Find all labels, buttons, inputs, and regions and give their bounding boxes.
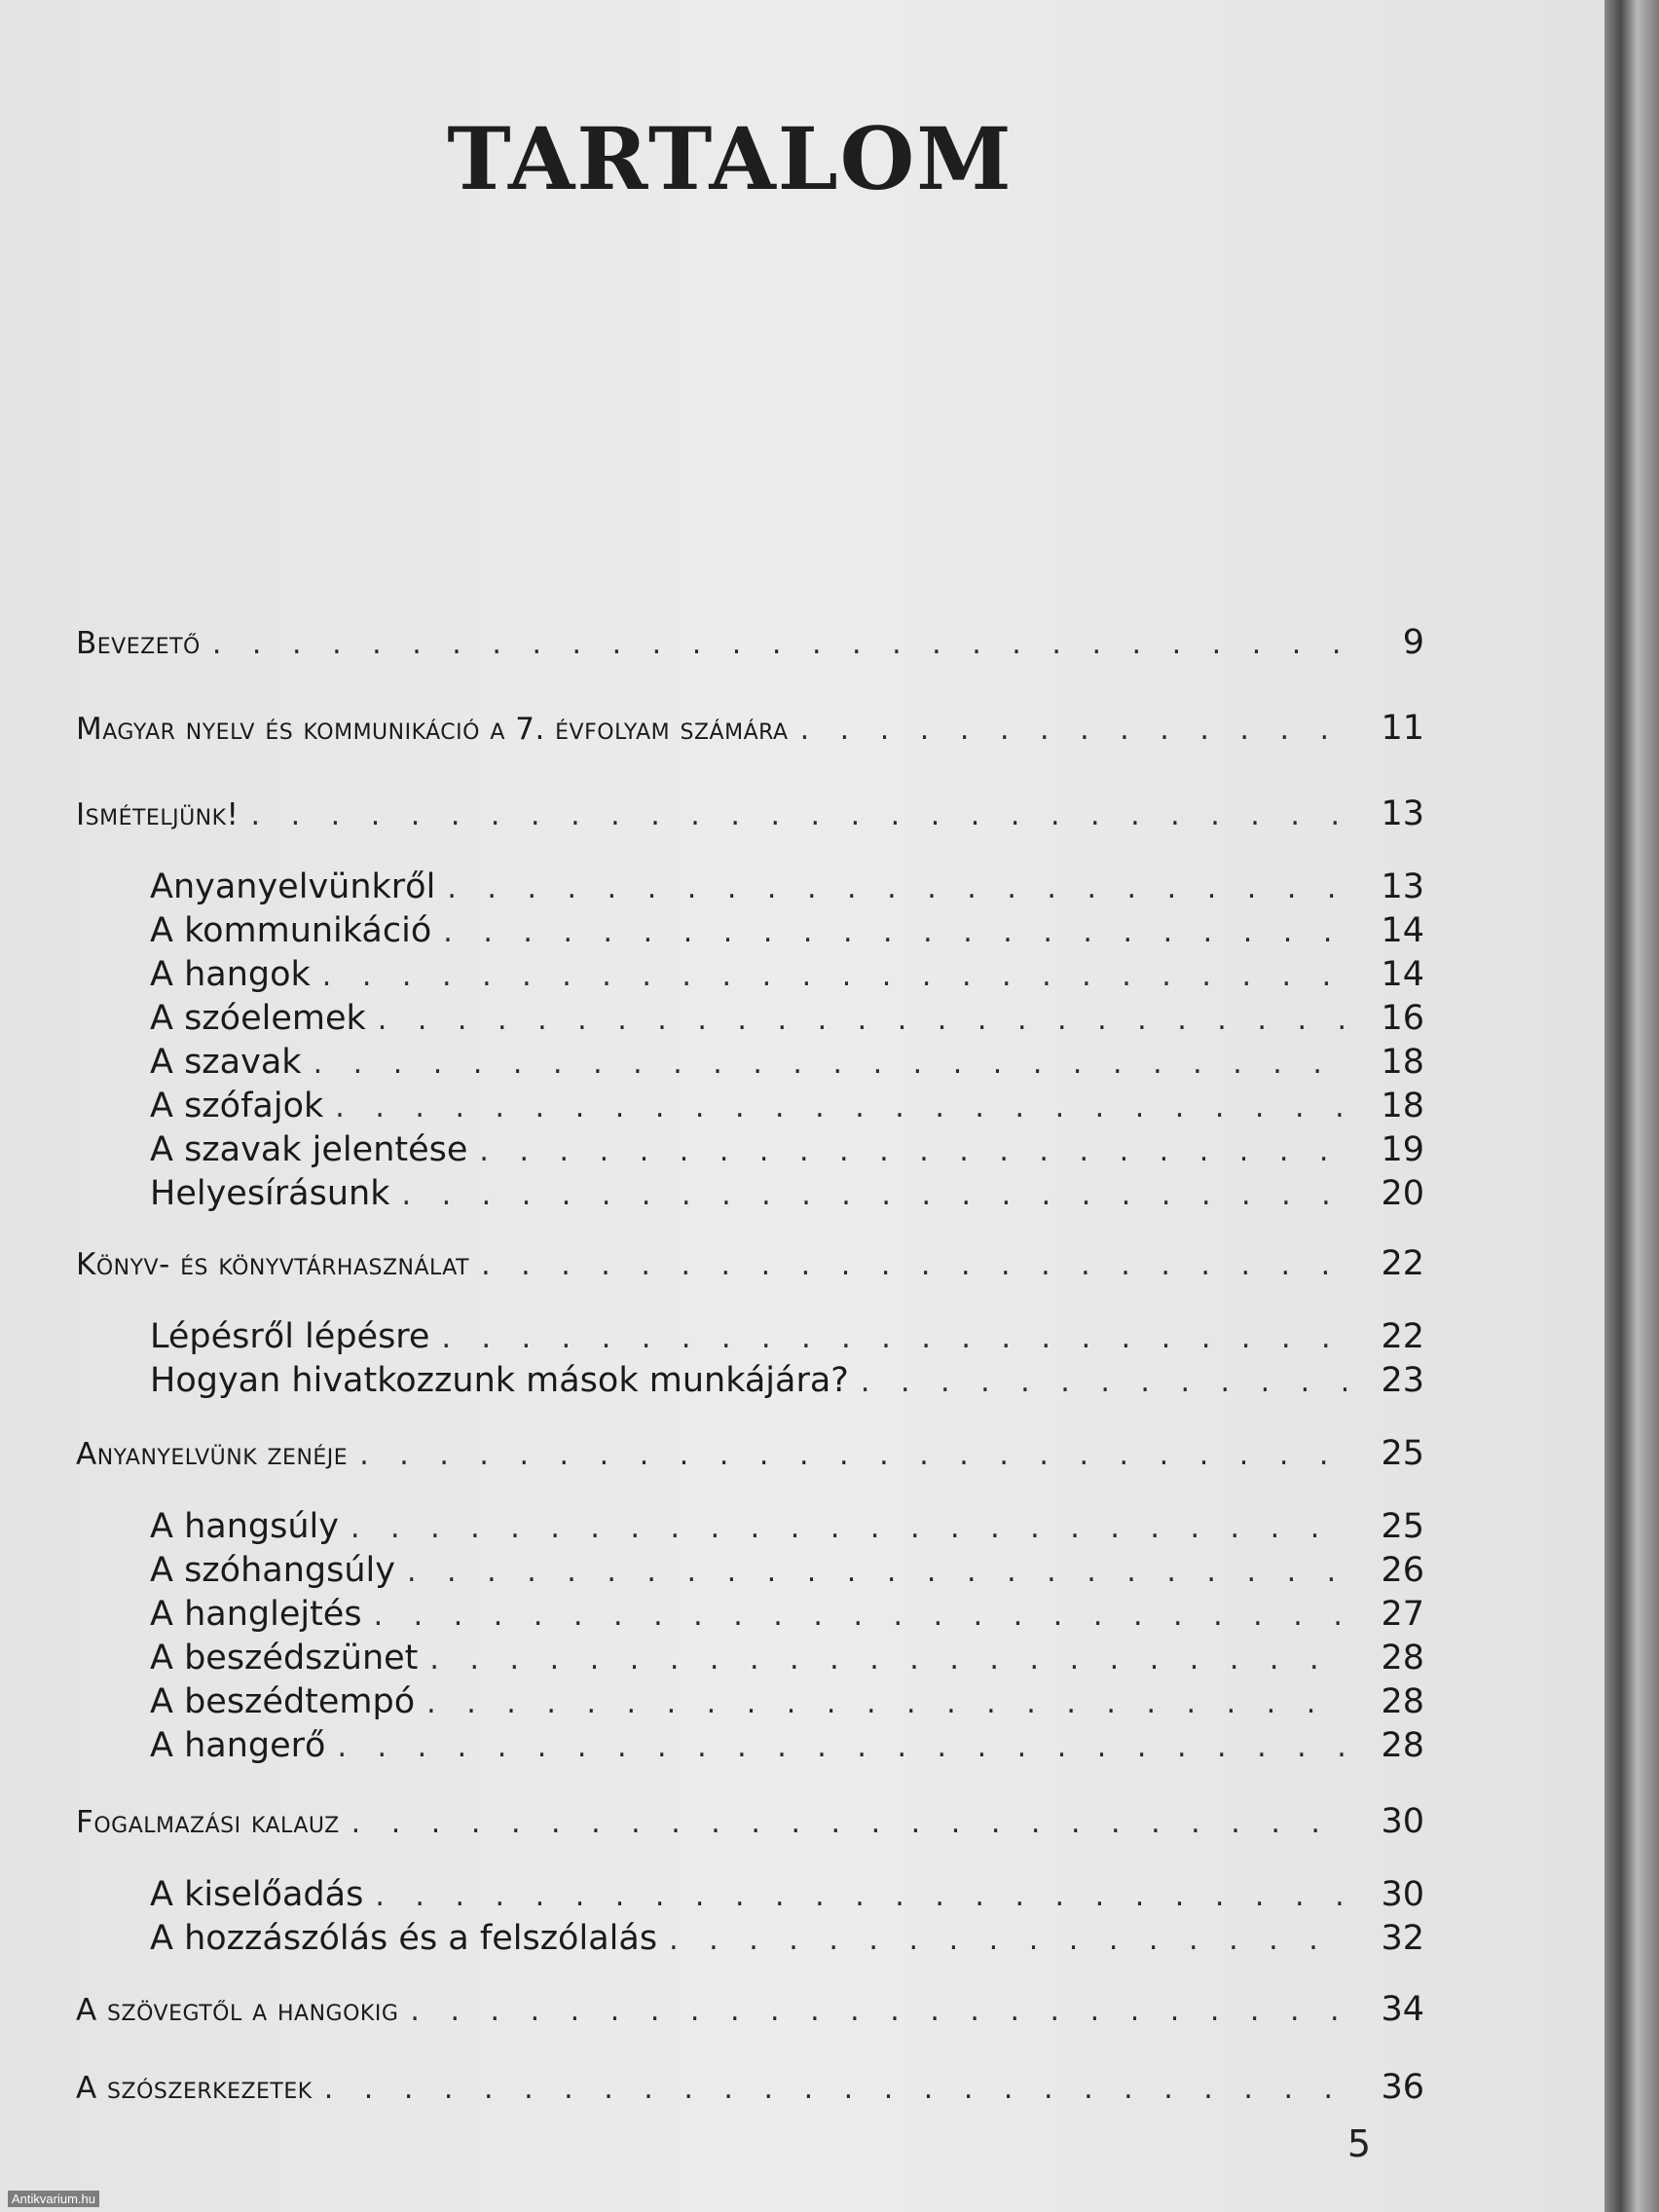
dot-leader [441, 1321, 1346, 1355]
toc-sub-entry [150, 1174, 1424, 1223]
toc-section-entry [76, 2068, 1424, 2117]
dot-leader [402, 1178, 1347, 1212]
dot-leader [212, 627, 1346, 661]
toc-entry-label: A hozzászólás és a felszólalás [150, 1919, 658, 1958]
toc-entry-page: 16 [1381, 999, 1424, 1038]
dot-leader [251, 798, 1347, 832]
dot-leader [407, 1555, 1346, 1589]
toc-entry-label: A kommunikáció [150, 911, 432, 950]
toc-entry-label: A beszédszünet [150, 1639, 419, 1677]
watermark: Antikvarium.hu [8, 2191, 99, 2207]
dot-leader [861, 1365, 1346, 1399]
toc-entry-label: Hogyan hivatkozzunk mások munkájára? [150, 1361, 849, 1400]
dot-leader [426, 1686, 1346, 1720]
toc-entry-label: Bevezető [76, 626, 201, 661]
toc-entry-page: 18 [1381, 1043, 1424, 1082]
toc-entry-label: Helyesírásunk [150, 1174, 390, 1213]
toc-section-entry [76, 794, 1424, 843]
toc-entry-page: 36 [1381, 2068, 1424, 2107]
toc-entry-label: A szóhangsúly [150, 1551, 395, 1590]
toc-entry-page: 27 [1381, 1595, 1424, 1634]
toc-entry-label: A beszédtempó [150, 1682, 416, 1721]
dot-leader [322, 959, 1346, 993]
toc-entry-label: Anyanyelvünk zenéje [76, 1437, 349, 1472]
toc-sub-entry [150, 1682, 1424, 1731]
dot-leader [324, 2072, 1346, 2106]
toc-section-entry [76, 1244, 1424, 1293]
toc-sub-entry [150, 1639, 1424, 1687]
toc-entry-page: 30 [1381, 1875, 1424, 1914]
toc-sub-entry [150, 867, 1424, 916]
toc-sub-entry [150, 1551, 1424, 1600]
toc-sub-entry [150, 955, 1424, 1004]
toc-entry-label: A hangerő [150, 1726, 326, 1765]
toc-entry-page: 23 [1381, 1361, 1424, 1400]
page-title: TARTALOM [447, 107, 1014, 209]
toc-entry-page: 26 [1381, 1551, 1424, 1590]
toc-entry-page: 34 [1381, 1990, 1424, 2029]
dot-leader [481, 1248, 1346, 1282]
toc-entry-label: Anyanyelvünkről [150, 867, 436, 906]
dot-leader [374, 1599, 1346, 1633]
toc-entry-label: Magyar nyelv és kommunikáció a 7. évfolyam számára [76, 712, 789, 747]
toc-section-entry [76, 1434, 1424, 1483]
toc-entry-label: Lépésről lépésre [150, 1317, 430, 1356]
toc-entry-page: 22 [1381, 1244, 1424, 1283]
toc-entry-label: Ismételjünk! [76, 797, 240, 832]
toc-entry-page: 25 [1381, 1434, 1424, 1473]
toc-entry-page: 14 [1381, 955, 1424, 994]
toc-entry-label: Könyv- és könyvtárhasználat [76, 1247, 470, 1282]
toc-section-entry [76, 709, 1424, 757]
toc-entry-page: 22 [1381, 1317, 1424, 1356]
toc-sub-entry [150, 1361, 1424, 1410]
toc-section-entry [76, 623, 1424, 672]
toc-sub-entry [150, 1130, 1424, 1179]
toc-entry-page: 30 [1381, 1802, 1424, 1841]
toc-entry-page: 18 [1381, 1087, 1424, 1125]
toc-entry-label: A hanglejtés [150, 1595, 362, 1634]
toc-entry-label: A kiselőadás [150, 1875, 364, 1914]
toc-entry-label: A szófajok [150, 1087, 324, 1125]
page-edge [1604, 0, 1659, 2212]
toc-sub-entry [150, 1317, 1424, 1366]
toc-entry-label: Fogalmazási kalauz [76, 1805, 340, 1840]
toc-entry-label: A szavak jelentése [150, 1130, 468, 1169]
toc-sub-entry [150, 1043, 1424, 1091]
dot-leader [313, 1047, 1346, 1081]
toc-entry-page: 28 [1381, 1639, 1424, 1677]
dot-leader [335, 1090, 1346, 1124]
toc-entry-label: A hangok [150, 955, 311, 994]
toc-entry-page: 25 [1381, 1507, 1424, 1546]
toc-sub-entry [150, 1087, 1424, 1135]
toc-entry-label: A szószerkezetek [76, 2071, 313, 2106]
page-number: 5 [1346, 2122, 1371, 2165]
toc-entry-label: A szóelemek [150, 999, 366, 1038]
toc-entry-page: 20 [1381, 1174, 1424, 1213]
toc-entry-page: 11 [1381, 709, 1424, 748]
dot-leader [351, 1806, 1346, 1840]
toc-entry-page: 14 [1381, 911, 1424, 950]
dot-leader [359, 1438, 1346, 1472]
dot-leader [410, 1994, 1346, 2028]
dot-leader [669, 1923, 1346, 1957]
toc-section-entry [76, 1802, 1424, 1851]
dot-leader [375, 1879, 1346, 1913]
toc-sub-entry [150, 1595, 1424, 1643]
toc-sub-entry [150, 1919, 1424, 1968]
toc-sub-entry [150, 999, 1424, 1048]
toc-sub-entry [150, 911, 1424, 960]
dot-leader [337, 1730, 1346, 1764]
dot-leader [479, 1134, 1346, 1168]
toc-entry-label: A hangsúly [150, 1507, 339, 1546]
toc-entry-page: 28 [1381, 1682, 1424, 1721]
dot-leader [447, 871, 1346, 905]
dot-leader [378, 1003, 1346, 1037]
toc-entry-page: 28 [1381, 1726, 1424, 1765]
toc-entry-label: A szövegtől a hangokig [76, 1993, 399, 2028]
dot-leader [800, 713, 1346, 747]
dot-leader [350, 1511, 1346, 1545]
toc-entry-page: 9 [1402, 623, 1424, 662]
dot-leader [443, 915, 1346, 949]
toc-entry-page: 19 [1381, 1130, 1424, 1169]
dot-leader [429, 1642, 1346, 1677]
toc-sub-entry [150, 1875, 1424, 1924]
toc-entry-page: 32 [1381, 1919, 1424, 1958]
toc-entry-page: 13 [1381, 867, 1424, 906]
toc-sub-entry [150, 1726, 1424, 1775]
toc-section-entry [76, 1990, 1424, 2039]
toc-entry-page: 13 [1381, 794, 1424, 833]
toc-sub-entry [150, 1507, 1424, 1556]
toc-entry-label: A szavak [150, 1043, 302, 1082]
